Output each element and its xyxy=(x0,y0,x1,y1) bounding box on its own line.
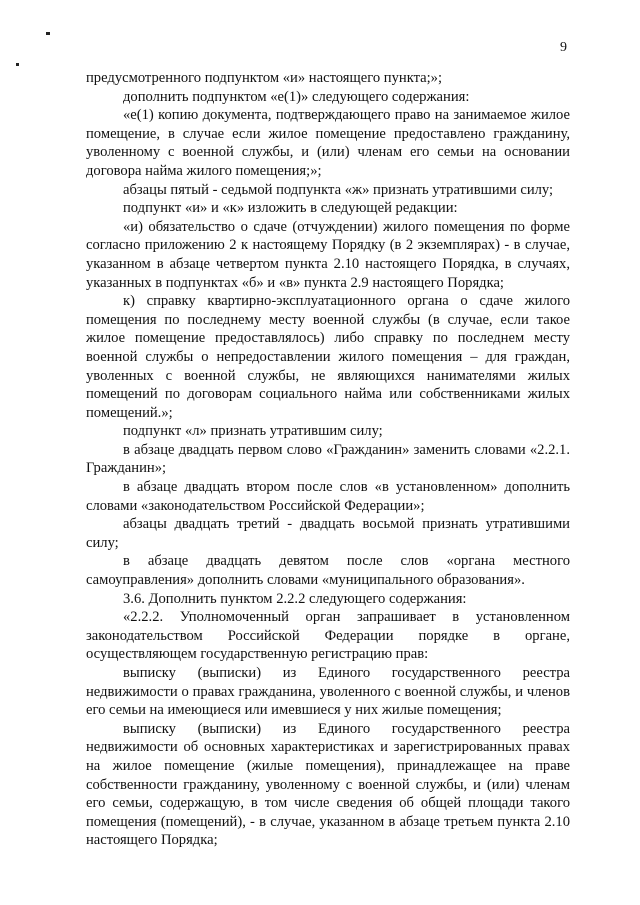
paragraph: «2.2.2. Уполномоченный орган запрашивает в установленном законодательством Российской Федерации порядке в органе, осуществляющем государственную регистрацию прав: xyxy=(86,609,570,663)
paragraph: дополнить подпунктом «е(1)» следующего содержания: xyxy=(123,88,470,105)
paragraph: выписку (выписки) из Единого государственного реестра недвижимости об основных характеристиках и зарегистрированных правах на жилое помещение (жилые помещения), принадлежащее на праве собственности гражданину, уволенному с военной службы, и (или) членам его семьи, содержащую, в том числе сведения об общей площади такого помещения (помещений), - в случае, указанном в абзаце третьем пункта 2.10 настоящего Порядка; xyxy=(86,720,570,849)
paragraph: в абзаце двадцать втором после слов «в установленном» дополнить словами «законодательством Российской Федерации»; xyxy=(86,479,570,514)
paragraph: 3.6. Дополнить пунктом 2.2.2 следующего содержания: xyxy=(123,590,467,607)
paragraph: к) справку квартирно-эксплуатационного органа о сдаче жилого помещения по последнему месту военной службы (в случае, если такое жилое помещение предоставлялось) либо справку по последнем месту военной службы о непредоставлении жилого помещения – для граждан, уволенных с военной службы, не являющихся нанимателями жилых помещений по договорам социального найма или собственниками жилых помещений.»; xyxy=(86,293,570,421)
paragraph: абзацы двадцать третий - двадцать восьмой признать утратившими силу; xyxy=(86,516,570,551)
document-body xyxy=(86,69,570,850)
paragraph: в абзаце двадцать девятом после слов «органа местного самоуправления» дополнить словами «муниципального образования». xyxy=(86,553,570,589)
paragraph: в абзаце двадцать первом слово «Гражданин» заменить словами «2.2.1. Гражданин»; xyxy=(86,441,570,477)
page-number: 9 xyxy=(560,40,567,55)
paragraph: абзацы пятый - седьмой подпункта «ж» признать утратившими силу; xyxy=(123,181,554,198)
paragraph: предусмотренного подпунктом «и» настоящего пункта;»; xyxy=(86,70,443,86)
paragraph: выписку (выписки) из Единого государственного реестра недвижимости о правах гражданина, уволенного с военной службы, и членов его семьи на имеющиеся или имевшиеся у них жилые помещения; xyxy=(86,665,570,719)
paragraph: «и) обязательство о сдаче (отчуждении) жилого помещения по форме согласно приложению 2 к настоящему Порядку (в 2 экземплярах) - в случае, указанном в абзаце четвертом пункта 2.10 настоящего Порядка, в случаях, указанных в подпунктах «б» и «в» пункта 2.9 настоящего Порядка; xyxy=(86,218,570,291)
scan-speck xyxy=(16,63,19,66)
paragraph: подпункт «и» и «к» изложить в следующей редакции: xyxy=(123,200,458,217)
paragraph: подпункт «л» признать утратившим силу; xyxy=(123,423,383,440)
scan-speck xyxy=(46,32,50,35)
paragraph: «е(1) копию документа, подтверждающего право на занимаемое жилое помещение, в случае если жилое помещение предоставлено гражданину, уволенному с военной службы, и (или) членам его семьи на основании договора найма жилого помещения;»; xyxy=(86,107,570,179)
